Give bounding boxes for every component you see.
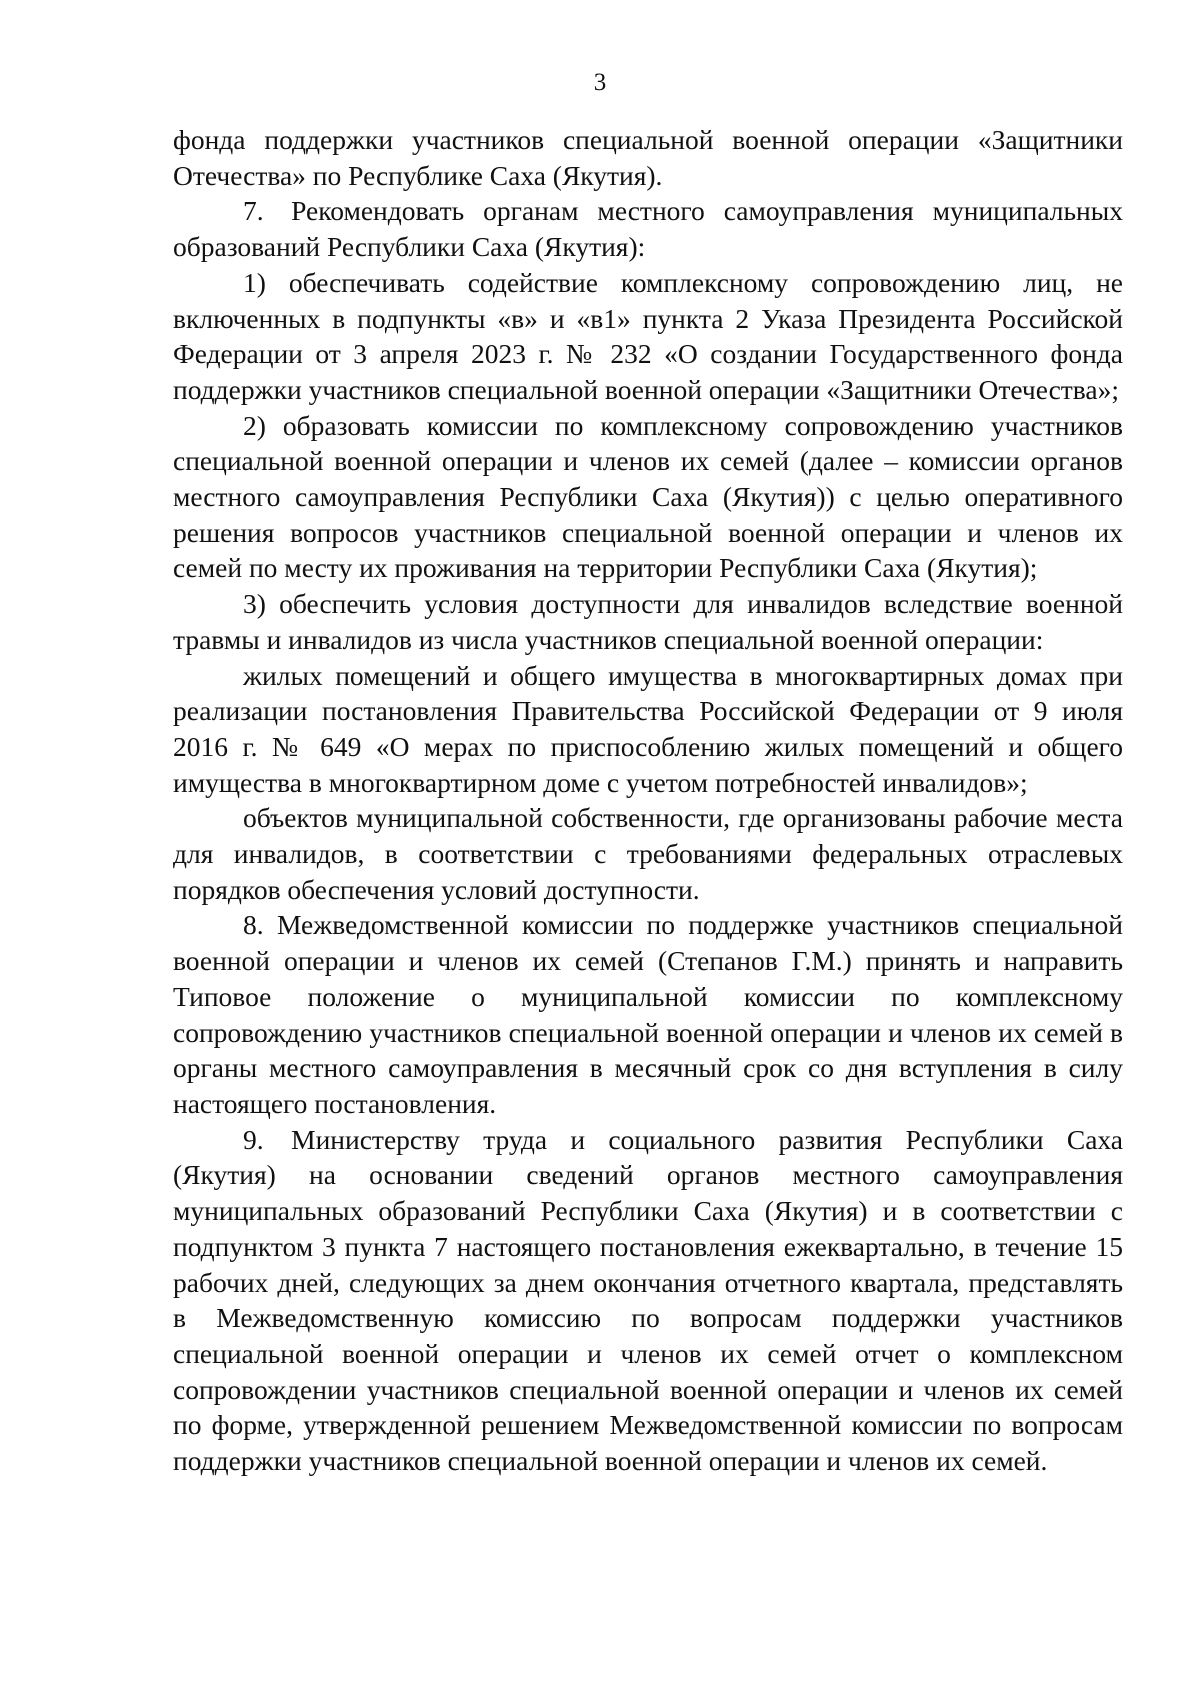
- paragraph-item-8: 8. Межведомственной комиссии по поддержке участников специальной военной операции и членов их семей (Степанов Г.М.) принять и направить Типовое положение о муниципальной комиссии по комплексному сопровождению участников специальной военной операции и членов их семей в органы местного самоуправления в месячный срок со дня вступления в силу настоящего постановления.: [173, 909, 1123, 1119]
- paragraph-item-7: 7. Рекомендовать органам местного самоуправления муниципальных образований Республики Саха (Якутия):: [173, 195, 1123, 263]
- paragraph-subitem-1: 1) обеспечивать содействие комплексному сопровождению лиц, не включенных в подпункты «в» и «в1» пункта 2 Указа Президента Российской Федерации от 3 апреля 2023 г. № 232 «О создании Государственного фонда поддержки участников специальной военной операции «Защитники Отечества»;: [173, 266, 1123, 405]
- paragraph-item-9: 9. Министерству труда и социального развития Республики Саха (Якутия) на основании сведений органов местного самоуправления муниципальных образований Республики Саха (Якутия) и в соответствии с подпунктом 3 пункта 7 настоящего постановления ежеквартально, в течение 15 рабочих дней, следующих за днем окончания отчетного квартала, представлять в Межведомственную комиссию по вопросам поддержки участников специальной военной операции и членов их семей отчет о комплексном сопровождении участников специальной военной операции и членов их семей по форме, утвержденной решением Межведомственной комиссии по вопросам поддержки участников специальной военной операции и членов их семей.: [173, 1123, 1123, 1477]
- paragraph-subitem-3-housing: жилых помещений и общего имущества в многоквартирных домах при реализации постановления Правительства Российской Федерации от 9 июля 2016 г. № 649 «О мерах по приспособлению жилых помещений и общего имущества в многоквартирном доме с учетом потребностей инвалидов»;: [173, 659, 1123, 798]
- paragraph-subitem-3: 3) обеспечить условия доступности для инвалидов вследствие военной травмы и инвалидов из числа участников специальной военной операции:: [173, 588, 1123, 655]
- document-body: [173, 122, 1123, 1479]
- paragraph-subitem-3-municipal-objects: объектов муниципальной собственности, где организованы рабочие места для инвалидов, в соответствии с требованиями федеральных отраслевых порядков обеспечения условий доступности.: [173, 802, 1123, 905]
- paragraph-continuation: фонда поддержки участников специальной военной операции «Защитники Отечества» по Республике Саха (Якутия).: [173, 124, 1123, 191]
- page-number: 3: [593, 69, 607, 96]
- paragraph-subitem-2: 2) образовать комиссии по комплексному сопровождению участников специальной военной операции и членов их семей (далее – комиссии органов местного самоуправления Республики Саха (Якутия)) с целью оперативного решения вопросов участников специальной военной операции и членов их семей по месту их проживания на территории Республики Саха (Якутия);: [173, 409, 1123, 584]
